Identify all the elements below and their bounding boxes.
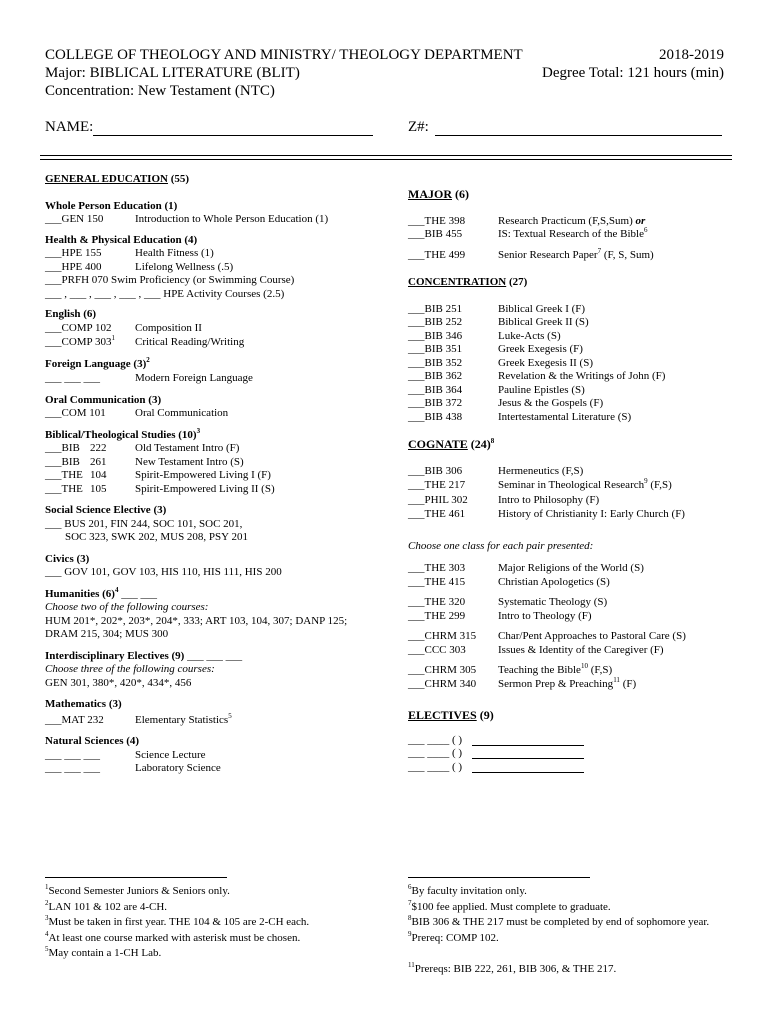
interdisciplinary-note: Choose three of the following courses: (45, 663, 215, 675)
footnote: $^2$LAN 101 & 102 are 4-CH. (45, 898, 168, 913)
wpe-title: Whole Person Education (1) (45, 199, 178, 212)
pair-note: Choose one class for each pair presented: (408, 539, 594, 552)
course-row[interactable]: ___THE 303 Major Religions of the World (S) (408, 562, 644, 574)
general-education-section (45, 173, 395, 776)
course-pair (408, 630, 738, 657)
course-row[interactable]: ___COMP 102 Composition II (45, 321, 202, 334)
course-row[interactable]: ___ ___ ___ Modern Foreign Language (45, 372, 253, 384)
course-row[interactable]: ___PRFH 070 Swim Proficiency (or Swimming Course) (45, 274, 295, 286)
course-pair (408, 596, 738, 623)
footnotes-left (45, 884, 309, 962)
gen-ed-heading: GENERAL EDUCATION (55) (45, 173, 190, 185)
major-title: Major: BIBLICAL LITERATURE (BLIT) (45, 65, 300, 81)
footnote: $^3$Must be taken in first year. THE 104 & 105 are 2-CH each. (45, 914, 310, 928)
course-row[interactable]: ___BIB 222 Old Testament Intro (F) (45, 442, 240, 454)
course-row[interactable]: ___PHIL 302 Intro to Philosophy (F) (408, 493, 600, 506)
electives-list (408, 734, 738, 775)
footnote: $^8$BIB 306 & THE 217 must be completed by end of sophomore year. (408, 914, 710, 928)
course-row[interactable]: ___THE 320 Systematic Theology (S) (408, 596, 608, 608)
right-column (408, 188, 738, 774)
course-row[interactable]: ___CHRM 340 Sermon Prep & Preaching$^{11}$ (F) (408, 675, 637, 690)
cognate-heading: COGNATE $(24)^8$ (408, 437, 495, 451)
course-row[interactable]: ___THE 299 Intro to Theology (F) (408, 609, 592, 622)
course-row[interactable]: ___BIB 438 Intertestamental Literature (S) (408, 410, 632, 423)
footnote: $^1$Second Semester Juniors & Seniors only. (45, 883, 230, 897)
footnote: $^9$Prereq: COMP 102. (408, 929, 499, 944)
course-row[interactable]: ___CCC 303 Issues & Identity of the Caregiver (F) (408, 643, 664, 656)
header-rule-bottom (40, 159, 732, 160)
footnote: $^4$At least one course marked with asterisk must be chosen. (45, 929, 301, 944)
course-row[interactable]: ___THE 105 Spirit-Empowered Living II (S) (45, 482, 275, 495)
natural-sciences-title: Natural Sciences (4) (45, 735, 140, 747)
course-row[interactable]: ___CHRM 305 Teaching the Bible$^{10}$ (F,S) (408, 662, 613, 676)
course-row[interactable]: ___THE 398 Research Practicum (F,S,Sum) or (408, 214, 646, 227)
name-field[interactable] (45, 118, 373, 136)
english-title: English (6) (45, 308, 97, 320)
degree-total: Degree Total: 121 hours (min) (542, 65, 724, 81)
course-row[interactable]: ___BIB 362 Revelation & the Writings of John (F) (408, 370, 666, 382)
course-row[interactable]: ___THE 415 Christian Apologetics (S) (408, 575, 610, 588)
footnote: $^6$By faculty invitation only. (408, 883, 527, 897)
cognate-list (408, 465, 738, 522)
concentration-list (408, 303, 738, 425)
social-science-options: SOC 323, SWK 202, MUS 208, PSY 201 (65, 531, 248, 543)
z-blank[interactable] (435, 121, 722, 136)
course-row[interactable]: ___BIB 351 Greek Exegesis (F) (408, 343, 583, 355)
course-pair (408, 664, 738, 691)
header-rule-top (40, 155, 732, 156)
course-row[interactable]: ___COM 101 Oral Communication (45, 407, 229, 419)
course-row[interactable]: ___ ___ ___ Science Lecture (45, 748, 206, 761)
z-label: Z#: (408, 119, 429, 135)
oral-communication-title: Oral Communication (3) (45, 393, 162, 406)
footnote-rule-right (408, 877, 590, 878)
elective-blank[interactable] (472, 734, 584, 746)
course-row[interactable]: ___BIB 352 Greek Exegesis II (S) (408, 356, 593, 369)
humanities-note: Choose two of the following courses: (45, 601, 209, 613)
interdisciplinary-options: GEN 301, 380*, 420*, 434*, 456 (45, 676, 192, 689)
name-blank[interactable] (93, 121, 373, 136)
footnote-rule-left (45, 877, 227, 878)
course-row[interactable]: ___THE 104 Spirit-Empowered Living I (F) (45, 469, 271, 481)
civics-title: Civics (3) (45, 552, 90, 565)
foreign-language-title: Foreign Language $(3)^2$ (45, 355, 150, 370)
course-row[interactable]: ___BIB 306 Hermeneutics (F,S) (408, 464, 584, 477)
course-row[interactable]: ___BIB 364 Pauline Epistles (S) (408, 383, 585, 396)
course-row[interactable]: ___ BUS 201, FIN 244, SOC 101, SOC 201, (45, 517, 243, 530)
footnote: $^{11}$Prereqs: BIB 222, 261, BIB 306, & THE 217. (408, 961, 617, 975)
elective-row[interactable]: ___ ____ ( ) (408, 734, 738, 748)
course-row[interactable]: ___MAT 232 Elementary Statistics$^5$ (45, 711, 232, 726)
pair-list (408, 562, 738, 691)
elective-row[interactable]: ___ ____ ( ) (408, 747, 738, 761)
course-row[interactable]: ___THE 217 Seminar in Theological Research$^9$ (F,S) (408, 477, 672, 491)
footnote: $^5$May contain a 1-CH Lab. (45, 945, 162, 959)
course-row[interactable]: ___BIB 261 New Testament Intro (S) (45, 455, 244, 468)
course-row[interactable]: ___ GOV 101, GOV 103, HIS 110, HIS 111, HIS 200 (45, 566, 282, 578)
mathematics-title: Mathematics (3) (45, 698, 122, 710)
course-row[interactable]: ___BIB 251 Biblical Greek I (F) (408, 302, 586, 315)
course-row[interactable]: ___HPE 155 Health Fitness (1) (45, 247, 214, 259)
course-pair (408, 562, 738, 589)
electives-heading: ELECTIVES (9) (408, 708, 494, 722)
name-label: NAME: (45, 119, 94, 135)
biblical-theological-title: Biblical/Theological Studies $(10)^3$ (45, 426, 201, 441)
hpe-title: Health & Physical Education (4) (45, 233, 198, 246)
course-row[interactable]: ___BIB 252 Biblical Greek II (S) (408, 316, 589, 328)
elective-row[interactable]: ___ ____ ( ) (408, 761, 738, 775)
major-heading: MAJOR (6) (408, 187, 469, 201)
course-row[interactable]: ___BIB 372 Jesus & the Gospels (F) (408, 397, 604, 409)
course-row[interactable]: ___HPE 400 Lifelong Wellness (.5) (45, 260, 234, 273)
humanities-options: HUM 201*, 202*, 203*, 204*, 333; ART 103, 104, 307; DANP 125; (45, 614, 348, 627)
course-row[interactable]: ___ , ___ , ___ , ___ , ___ HPE Activity Courses (2.5) (45, 287, 285, 300)
course-row[interactable]: ___BIB 455 IS: Textual Research of the Bible$^6$ (408, 226, 648, 240)
elective-blank[interactable] (472, 761, 584, 773)
course-row[interactable]: ___COMP $303^1$ Critical Reading/Writing (45, 334, 245, 348)
footnotes-right (408, 884, 709, 946)
social-science-title: Social Science Elective (3) (45, 504, 167, 516)
course-row[interactable]: ___CHRM 315 Char/Pent Approaches to Pastoral Care (S) (408, 630, 686, 642)
concentration-heading: CONCENTRATION (27) (408, 276, 528, 288)
academic-year: 2018-2019 (659, 47, 724, 63)
humanities-options: DRAM 215, 304; MUS 300 (45, 628, 169, 640)
footnote: $^7$\$100 fee applied. Must complete to graduate. (408, 898, 611, 913)
course-row[interactable]: ___THE 499 Senior Research Paper$^7$ (F, S, Sum) (408, 246, 654, 261)
course-row[interactable]: ___ ___ ___ Laboratory Science (45, 762, 221, 774)
course-row[interactable]: ___GEN 150 Introduction to Whole Person Education (1) (45, 213, 329, 225)
humanities-title[interactable]: Humanities $(6)^4$ ___ ___ (45, 585, 157, 600)
elective-blank[interactable] (472, 747, 584, 759)
course-row[interactable]: ___THE 461 History of Christianity I: Early Church (F) (408, 508, 685, 520)
interdisciplinary-title[interactable]: Interdisciplinary Electives (9) ___ ___ ___ (45, 649, 243, 662)
course-row[interactable]: ___BIB 346 Luke-Acts (S) (408, 329, 561, 342)
college-title: COLLEGE OF THEOLOGY AND MINISTRY/ THEOLOGY DEPARTMENT (45, 47, 523, 63)
z-number-field[interactable] (408, 118, 722, 136)
concentration-title: Concentration: New Testament (NTC) (45, 83, 275, 99)
